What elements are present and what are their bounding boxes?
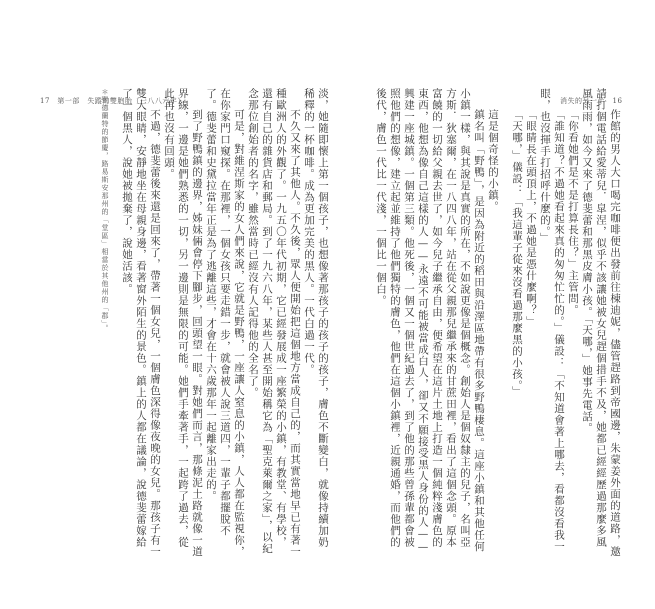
paragraph: 不久又來了其他人。不久後，眾人便開始把這個地方當成自己的，而其實當地早已有著一種歐洲人的外觀了。一九五〇年代初期，它已經發展成一座繁榮的小鎮，有教堂、有學校，還有自己的雜貨店和郵局。到了一九六八年，某些人甚至開始稱它為「聖克萊爾之家」，以紀念那位創始者的名字，雖然當時已經沒有人記得他的全名了。: [247, 88, 301, 558]
paragraph: 可是，對維涅斯家的女人們來說，它就是野鴨，一座讓人窒息的小鎮，人人都在監視你，在你家門口窺探。在那裡，一個女孩只要走錯一步，就會被人說三道四，一輩子都擺脫不了。德斐蕾和史黛拉當年正是為了逃離這些，才會在十六歲那年一起離家出走的。: [205, 88, 245, 558]
page-header-right: 消失的另一半 16: [560, 97, 623, 105]
paragraph: 到了野鴨鎮的邊界，姊妹倆會停下腳步，回頭望一眼。對她們而言，那條泥土路就像一道界線，一邊是她們熟悉的一切，另一邊則是無限的可能。她們手牽著手，一起跨了過去，從此再也沒有回頭。: [163, 88, 203, 558]
paragraph: 不過，德斐蕾後來還是回來了，帶著一個女兒，一個膚色深得像夜晚的女兒。那孩子有一雙大眼睛，安靜地坐在母親身邊，看著窗外陌生的景色。鎮上的人都在議論，說德斐蕾嫁給了一個黑人，說她被拋棄了，說她活該。: [121, 88, 161, 558]
page-header-left: 17 第一部 失蹤的雙胞胎（一八八六年）: [40, 97, 185, 105]
right-page: [332, 88, 622, 558]
paragraph: 「你看她們是不是打算長住？」主管問。: [567, 109, 579, 316]
paragraph: 鎮名叫「野鴨」，是因為附近的稻田與沿澤區地帶有很多野鴨棲息。這座小鎮和其他任何小鎮一樣，與其說是真實的所在，不如說更像是個概念。創始人是個奴隸主的兒子，名叫亞方斯．狄塞爾，在一八四八年，站在從父親那兒繼承來的甘蔗田裡，看出了這個念頭。原本富饒的一切給父親去世了，如今兒子繼承自由，便希望在這片土地上打造一個純粹淺膚色的東西，他想為像自己這樣的人——永遠不可能被當成白人，卻又不願接受黑人身份的人——興建一座城鎮。一個第三類。他死後，一個又一個世紀過去了，到了他的那些曾孫輩都會被照他們的想像，建立起並維持了他們獨特的膚色，他們在這個小鎮裡，近親通婚，而他們的後代，膚色一代比一代淺，一個比一個白。: [375, 88, 485, 554]
paragraph: 這是個奇怪的小鎮。: [487, 109, 499, 213]
paragraph-spacer: [500, 88, 510, 558]
footnote: ＊聖德蘭特的節慶，路易斯安那州的「堂區」相當於其他州的「郡」。: [101, 88, 109, 333]
paragraph-spacer: [110, 88, 120, 558]
paragraph: 作館的男人大口喝完咖啡便出發前往棟迪妮，儘管趕路到帝國邊，朱蒙姜外面的道路，邀請打個電話給愛蒂兒．皐涅，似乎不該讓她被女兒趕個措手不及，她都已經經歷過那麼多風風雨雨，如今又來了德斐蕾和那黑皮膚小孩。「天哪，」她事先電話。: [581, 88, 621, 558]
right-page-text: [332, 88, 622, 558]
paragraph: 「天哪，」儀設：「我這輩子從來沒看過那麼黑的小孩。」: [511, 109, 523, 398]
left-page-text: [40, 88, 330, 558]
paragraph: 「誰知道？不過她看起來真的匆匆忙忙的。」儀設：「不知道會著上哪去，看都沒看我一眼，也沒揮手打招呼什麼的。」: [539, 88, 565, 553]
left-page: [40, 88, 330, 558]
paragraph: 淡，她隨即懷上第一個孩子，也想像著那孩子的孩子的孩子，膚色不斷變白，就像持續加奶稀釋的一杯咖啡。成為更加完美的黑人。一代白過一代。: [303, 88, 329, 548]
paragraph: 「眼睛長在頭頂上，不過她是憑什麼啊？」: [525, 109, 537, 328]
